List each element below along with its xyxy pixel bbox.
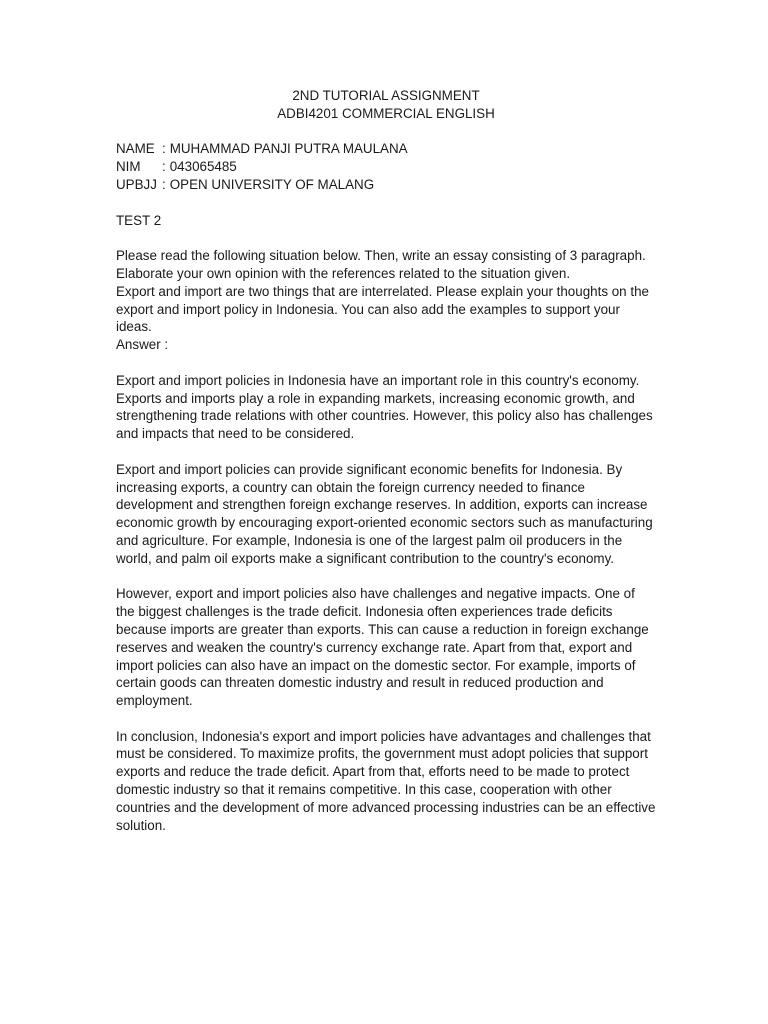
instruction-paragraph: Please read the following situation below. Then, write an essay consisting of 3 paragraph. Elaborate your own opinion with the references related to the situation given. [116,248,646,281]
upbjj-label: UPBJJ [116,176,157,192]
document-body [116,87,656,834]
spacer [116,123,656,141]
spacer [116,568,656,586]
question-paragraph: Export and import are two things that are interrelated. Please explain your thoughts on the export and import policy in Indonesia. You can also add the examples to support your ideas. [116,283,649,335]
essay-paragraph-conclusion: In conclusion, Indonesia's export and import policies have advantages and challenges that must be considered. To maximize profits, the government must adopt policies that support exports and reduce the trade deficit. Apart from that, efforts need to be made to protect domestic industry so that it remains competitive. In this case, cooperation with other countries and the development of more advanced processing industries can be an effective solution. [116,728,656,833]
nim-value: 043065485 [169,159,237,175]
nim-separator: : [162,159,166,175]
spacer [116,354,656,372]
nim-label: NIM [116,159,141,175]
answer-label: Answer : [116,337,169,353]
assignment-title: 2ND TUTORIAL ASSIGNMENT [292,88,480,103]
course-title: ADBI4201 COMMERCIAL ENGLISH [277,105,495,121]
name-label: NAME [116,141,155,157]
name-separator: : [162,141,166,157]
upbjj-separator: : [162,176,166,192]
spacer [116,194,656,212]
spacer [116,443,656,461]
test-label: TEST 2 [116,212,162,228]
student-nim-row [116,158,656,176]
student-upbjj-row [116,176,656,194]
spacer [116,710,656,728]
essay-paragraph-challenges: However, export and import policies also have challenges and negative impacts. One of the biggest challenges is the trade deficit. Indonesia often experiences trade deficits because imports are greater than exports. This can cause a reduction in foreign exchange reserves and weaken the country's currency exchange rate. Apart from that, export and import policies can also have an impact on the domestic sector. For example, imports of certain goods can threaten domestic industry and result in reduced production and employment. [116,586,649,709]
spacer [116,229,656,247]
name-value: MUHAMMAD PANJI PUTRA MAULANA [169,141,408,157]
student-name-row [116,140,656,158]
upbjj-value: OPEN UNIVERSITY OF MALANG [169,176,375,192]
essay-paragraph-intro: Export and import policies in Indonesia have an important role in this country's economy. Exports and imports play a role in expanding markets, increasing economic growth, and strengthening trade relations with other countries. However, this policy also has challenges and impacts that need to be considered. [116,372,653,442]
essay-paragraph-benefits: Export and import policies can provide significant economic benefits for Indonesia. By increasing exports, a country can obtain the foreign currency needed to finance development and strengthen foreign exchange reserves. In addition, exports can increase economic growth by encouraging export-oriented economic sectors such as manufacturing and agriculture. For example, Indonesia is one of the largest palm oil producers in the world, and palm oil exports make a significant contribution to the country's economy. [116,461,653,566]
